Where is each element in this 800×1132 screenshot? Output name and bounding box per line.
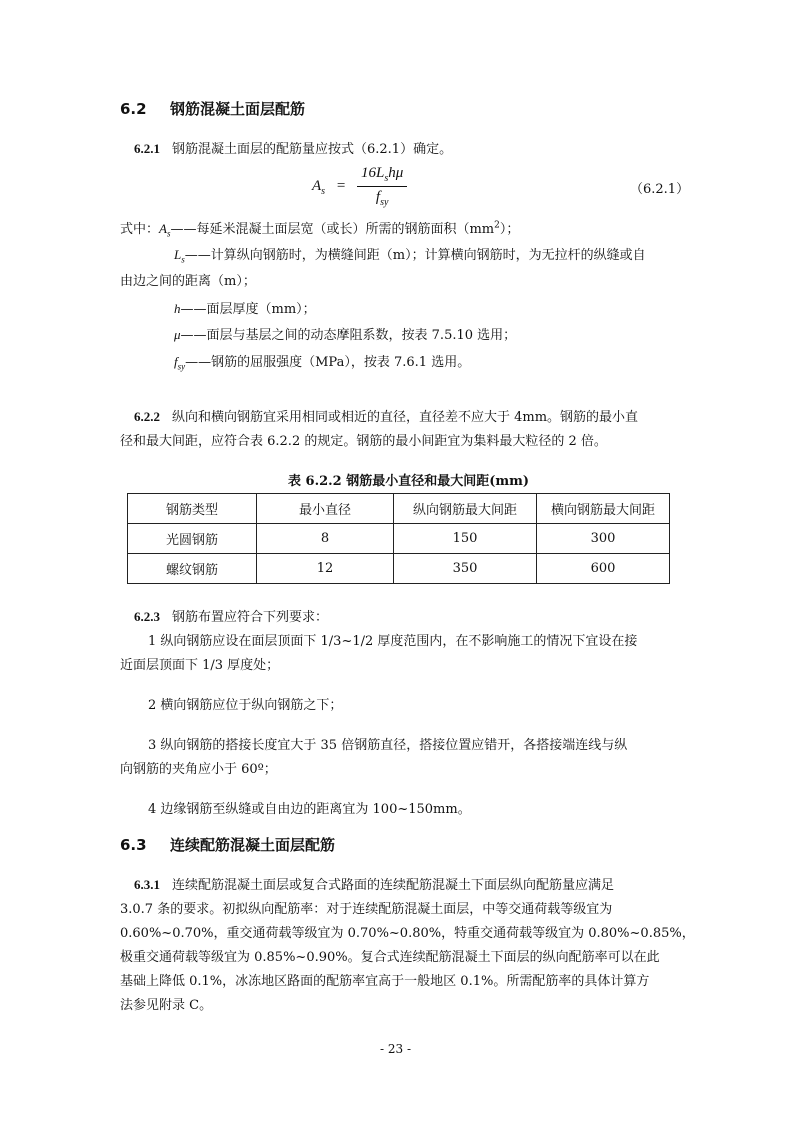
list-item-3: 3 纵向钢筋的搭接长度宜大于 35 倍钢筋直径，搭接位置应错开，各搭接端连线与纵	[148, 738, 628, 753]
var-description-tail: ）；	[499, 222, 520, 237]
var-symbol: h	[174, 301, 181, 316]
var-superscript: 2	[494, 220, 500, 231]
table-6-2-2	[127, 493, 670, 584]
where-prefix: 式中：	[120, 222, 160, 237]
var-subscript: s	[181, 254, 185, 265]
var-symbol: A	[159, 221, 167, 236]
table-row	[128, 554, 670, 584]
section-number: 6.2	[120, 100, 147, 118]
clause-6-3-1	[134, 874, 614, 893]
clause-number: 6.2.2	[134, 409, 160, 424]
clause-text-line1: 纵向和横向钢筋宜采用相同或相近的直径，直径差不应大于 4mm。钢筋的最小直	[172, 410, 639, 425]
formula-numerator: 16L	[361, 165, 385, 181]
var-h	[174, 298, 316, 317]
clause-line: 0.60%~0.70%，重交通荷载等级宜为 0.70%~0.80%，特重交通荷载等级宜为 0.80%~0.85%，	[120, 926, 695, 941]
section-title: 钢筋混凝土面层配筋	[170, 100, 306, 118]
var-symbol: f	[174, 354, 178, 369]
list-item-3-line2: 向钢筋的夹角应小于 60º；	[120, 762, 277, 777]
clause-line: 基础上降低 0.1%，冰冻地区路面的配筋率宜高于一般地区 0.1%。所需配筋率的具体计算方	[120, 974, 650, 989]
var-mu	[174, 324, 516, 343]
table-header-cell: 最小直径	[257, 494, 394, 524]
clause-text: 钢筋布置应符合下列要求：	[172, 610, 329, 625]
formula-numerator-sub: s	[384, 173, 389, 184]
clause-number: 6.2.3	[134, 609, 160, 624]
clause-line: 3.0.7 条的要求。初拟纵向配筋率：对于连续配筋混凝土面层，中等交通荷载等级宜为	[120, 902, 613, 917]
clause-6-2-3	[134, 606, 328, 625]
formula-lhs: A	[312, 177, 322, 194]
page-number: - 23 -	[380, 1042, 412, 1056]
table-cell: 600	[537, 554, 670, 584]
list-item-1-line2: 近面层顶面下 1/3 厚度处；	[120, 658, 280, 673]
var-fsy	[174, 351, 470, 372]
var-description: ——每延米混凝土面层宽（或长）所需的钢筋面积（mm	[170, 222, 495, 237]
section-heading-6-3	[120, 834, 335, 855]
table-cell: 150	[394, 524, 537, 554]
table-cell: 8	[257, 524, 394, 554]
clause-text: 钢筋混凝土面层的配筋量应按式（6.2.1）确定。	[172, 142, 453, 157]
formula-fraction	[357, 165, 407, 208]
table-caption: 表 6.2.2 钢筋最小直径和最大间距(mm)	[288, 474, 530, 489]
clause-line: 极重交通荷载等级宜为 0.85%~0.90%。复合式连续配筋混凝土下面层的纵向配筋率可以在此	[120, 950, 660, 965]
section-heading-6-2	[120, 98, 305, 119]
table-header-cell: 钢筋类型	[128, 494, 257, 524]
clause-6-2-2	[134, 406, 638, 425]
var-As	[120, 218, 519, 239]
var-description: ——计算纵向钢筋时，为横缝间距（m）；计算横向钢筋时，为无拉杆的纵缝或自	[184, 248, 646, 263]
table-cell: 300	[537, 524, 670, 554]
section-title: 连续配筋混凝土面层配筋	[170, 836, 336, 854]
clause-line: 连续配筋混凝土面层或复合式路面的连续配筋混凝土下面层纵向配筋量应满足	[172, 878, 615, 893]
table-cell: 螺纹钢筋	[128, 554, 257, 584]
var-description: ——面层厚度（mm）；	[180, 302, 316, 317]
clause-line: 法参见附录 C。	[120, 998, 213, 1013]
clause-6-2-1	[134, 138, 452, 157]
formula-equals: =	[336, 177, 346, 194]
var-description: ——面层与基层之间的动态摩阻系数，按表 7.5.10 选用；	[180, 328, 517, 343]
formula-number: （6.2.1）	[630, 182, 690, 197]
table-header-cell: 横向钢筋最大间距	[537, 494, 670, 524]
formula-6-2-1	[312, 165, 407, 208]
formula-lhs-sub: s	[321, 185, 326, 197]
list-item-4: 4 边缘钢筋至纵缝或自由边的距离宜为 100~150mm。	[148, 802, 471, 817]
table-cell: 光圆钢筋	[128, 524, 257, 554]
list-item-2: 2 横向钢筋应位于纵向钢筋之下；	[148, 698, 343, 713]
formula-denominator: f	[375, 189, 381, 205]
section-number: 6.3	[120, 836, 147, 854]
table-row	[128, 524, 670, 554]
var-Ls-continued: 由边之间的距离（m）；	[120, 274, 256, 289]
list-item-1: 1 纵向钢筋应设在面层顶面下 1/3~1/2 厚度范围内，在不影响施工的情况下宜设在接	[148, 634, 638, 649]
formula-numerator-tail: hμ	[388, 165, 404, 181]
var-Ls	[174, 244, 646, 265]
formula-denominator-sub: sy	[380, 197, 389, 208]
var-subscript: s	[166, 228, 171, 239]
table-cell: 350	[394, 554, 537, 584]
var-symbol: μ	[174, 327, 181, 342]
var-subscript: sy	[177, 361, 186, 372]
var-description: ——钢筋的屈服强度（MPa），按表 7.6.1 选用。	[185, 355, 471, 370]
clause-6-2-2-line2: 径和最大间距，应符合表 6.2.2 的规定。钢筋的最小间距宜为集料最大粒径的 2 倍。	[120, 434, 607, 449]
table-header-cell: 纵向钢筋最大间距	[394, 494, 537, 524]
clause-number: 6.2.1	[134, 141, 160, 156]
table-cell: 12	[257, 554, 394, 584]
var-symbol: L	[174, 247, 182, 262]
clause-number: 6.3.1	[134, 877, 160, 892]
table-header-row	[128, 494, 670, 524]
